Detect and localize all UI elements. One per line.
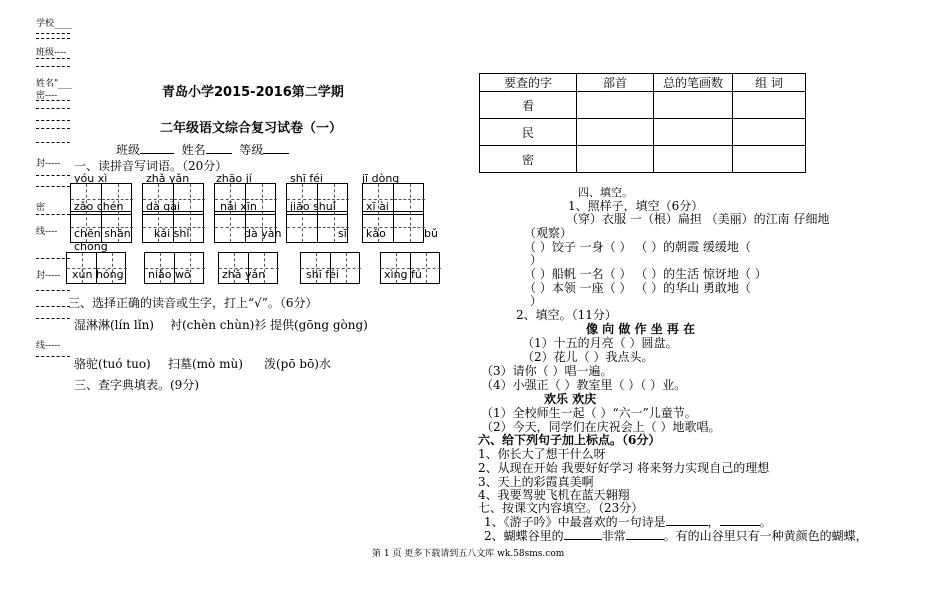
- pinyin-label: jī dòng: [362, 172, 400, 185]
- pinyin-label: dà yàn: [244, 227, 282, 240]
- choice-item[interactable]: 提供(gōng gòng): [270, 318, 368, 332]
- sidebar-seal-label: 密----: [36, 91, 58, 101]
- sidebar-xian-label: 线----: [36, 227, 58, 237]
- choice-item[interactable]: 泼(pō bō)水: [264, 357, 331, 371]
- divider: [36, 356, 70, 357]
- pinyin-label: zhǎ yǎn: [222, 268, 266, 281]
- sidebar-xian-label-2: 线-----: [36, 341, 61, 351]
- divider: [36, 175, 70, 176]
- section7-heading: 七、按课文内容填空。（23分）: [478, 501, 644, 515]
- table-cell[interactable]: [733, 119, 806, 146]
- fill-line: （观察）: [524, 226, 573, 240]
- divider: [36, 33, 70, 34]
- choice-item[interactable]: 衬(chèn chùn)衫: [170, 318, 267, 332]
- fill-line[interactable]: （2）花儿（ ）我点头。: [522, 350, 654, 364]
- word-choices: 欢乐 欢庆: [544, 392, 597, 406]
- table-cell[interactable]: [654, 119, 733, 146]
- divider: [36, 214, 70, 215]
- dictionary-table: [479, 73, 806, 173]
- table-cell: 密: [480, 146, 577, 173]
- sidebar-feng-label: 封-----: [36, 159, 61, 169]
- table-cell[interactable]: [577, 119, 654, 146]
- table-row: [480, 146, 806, 173]
- pinyin-label: kǎi shǐ: [154, 227, 190, 240]
- table-row: [480, 119, 806, 146]
- pinyin-label: kǎo: [366, 227, 386, 240]
- section3-heading: 三、查字典填表。(9分): [74, 378, 199, 392]
- table-cell[interactable]: [654, 146, 733, 173]
- choice-item[interactable]: 扫墓(mò mù): [168, 357, 243, 371]
- fill-text: 。有的山谷里只有一种黄颜色的蝴蝶，: [663, 529, 868, 543]
- section6-heading: 六、给下列句子加上标点。（6分）: [478, 433, 661, 447]
- page-footer: 第 1 页 更多下载请到五八文库 wk.58sms.com: [372, 549, 565, 559]
- table-cell[interactable]: [654, 92, 733, 119]
- divider: [36, 128, 70, 129]
- fill-line[interactable]: （ ）本领 一座（ ） （ ）的华山 勇敢地（: [524, 281, 751, 295]
- pinyin-label: bǔ: [424, 227, 438, 240]
- fill-line: （穿）衣服 一（根）扁担 （美丽）的江南 仔细地: [566, 212, 830, 226]
- student-info: 班级 姓名 等级: [116, 141, 289, 158]
- table-cell[interactable]: [733, 146, 806, 173]
- fill-text: 2、蝴蝶谷里的: [484, 529, 564, 543]
- sidebar-school-label: 学校____: [36, 19, 73, 29]
- section4-sub1: 1、照样子，填空（6分）: [568, 199, 704, 213]
- section4-sub2: 2、填空。（11分）: [516, 308, 617, 322]
- pinyin-label: yóu xì: [74, 172, 108, 185]
- section4-heading: 四、填空。: [578, 186, 633, 199]
- section1-heading: 一、读拼音写词语。（20分）: [74, 159, 228, 173]
- divider: [36, 66, 70, 67]
- list-item: 2、从现在开始 我要好好学习 将来努力实现自己的理想: [478, 461, 770, 475]
- divider: [36, 38, 70, 39]
- table-header: 总的笔画数: [654, 74, 733, 92]
- fill-line[interactable]: （4）小强正（ ）教室里（ ）（ ）业。: [481, 378, 687, 392]
- word-choices: 像 向 做 作 坐 再 在: [586, 322, 696, 336]
- fill-text: 1、《游子吟》中最喜欢的一句诗是: [484, 515, 666, 529]
- table-cell[interactable]: [733, 92, 806, 119]
- sidebar-feng-label-2: 封-----: [36, 271, 61, 281]
- pinyin-label: nǎi xīn: [220, 200, 257, 213]
- fill-line[interactable]: （1）十五的月亮（ ）圆盘。: [522, 336, 678, 350]
- divider: [36, 108, 70, 109]
- pinyin-label: niǎo wō: [148, 268, 191, 281]
- divider: [36, 290, 70, 291]
- fill-line[interactable]: （3）请你（ ）唱一遍。: [481, 364, 613, 378]
- table-cell: 民: [480, 119, 577, 146]
- pinyin-label: shī féi: [306, 268, 339, 281]
- page-subtitle: 二年级语文综合复习试卷（一）: [160, 121, 343, 136]
- fill-line[interactable]: [484, 527, 868, 544]
- table-row: [480, 92, 806, 119]
- table-cell[interactable]: [577, 92, 654, 119]
- fill-line[interactable]: （1）全校师生一起（ ）“六一”儿童节。: [481, 406, 697, 420]
- pinyin-label: xún hóng: [72, 268, 124, 281]
- pinyin-label: zhǎ yǎn: [146, 172, 190, 185]
- pinyin-label: chēn shān: [74, 227, 131, 240]
- divider: [36, 142, 70, 143]
- table-cell[interactable]: [577, 146, 654, 173]
- divider: [36, 306, 70, 307]
- pinyin-label: zǎo chén: [74, 200, 124, 213]
- pinyin-label: xī ài: [366, 200, 389, 213]
- pinyin-label: shī féi: [290, 172, 323, 185]
- list-item: 1、你长大了想干什么呀: [478, 447, 606, 461]
- fill-line: ）: [530, 253, 543, 267]
- table-header: 要查的字: [480, 74, 577, 92]
- choice-item[interactable]: 湿淋淋(lín lǐn): [74, 318, 154, 332]
- pinyin-label: dà gài: [146, 200, 180, 213]
- divider: [36, 58, 70, 59]
- table-cell: 看: [480, 92, 577, 119]
- list-item: 3、天上的彩霞真美啊: [478, 475, 594, 489]
- pinyin-label: jiāo shuǐ: [290, 200, 336, 213]
- fill-line[interactable]: （2）今天，同学们在庆祝会上（ ）地歌唱。: [481, 420, 721, 434]
- divider: [36, 258, 70, 259]
- fill-text: 。: [759, 515, 772, 529]
- sidebar-class-label: 班级----: [36, 48, 67, 58]
- divider: [36, 186, 70, 187]
- list-item: 4、我要驾驶飞机在蓝天翱翔: [478, 488, 630, 502]
- table-header: 组 词: [733, 74, 806, 92]
- pinyin-label: sī: [338, 227, 347, 240]
- pinyin-label: xìng fú: [384, 268, 422, 281]
- choice-item[interactable]: 骆驼(tuó tuo): [74, 357, 151, 371]
- divider: [36, 100, 70, 101]
- section2-heading: 三、选择正确的读音或生字，打上“√”。（6分）: [68, 296, 318, 310]
- divider: [36, 318, 70, 319]
- fill-text: 非常: [601, 529, 626, 543]
- divider: [36, 120, 70, 121]
- pinyin-label: chōng: [74, 240, 108, 253]
- fill-line[interactable]: （ ）船帆 一名（ ） （ ）的生活 惊讶地（ ）: [524, 267, 767, 281]
- fill-line[interactable]: （ ）饺子 一身（ ） （ ）的朝霞 缓缓地（: [524, 240, 751, 254]
- sidebar-name-label: 姓名"___: [36, 79, 72, 89]
- fill-text: ，: [707, 515, 720, 529]
- page-title: 青岛小学2015-2016第二学期: [162, 85, 344, 100]
- fill-line: ）: [530, 294, 543, 308]
- pinyin-label: zhāo jí: [216, 172, 252, 185]
- sidebar-seal-mark: 密: [36, 203, 46, 213]
- table-header: 部首: [577, 74, 654, 92]
